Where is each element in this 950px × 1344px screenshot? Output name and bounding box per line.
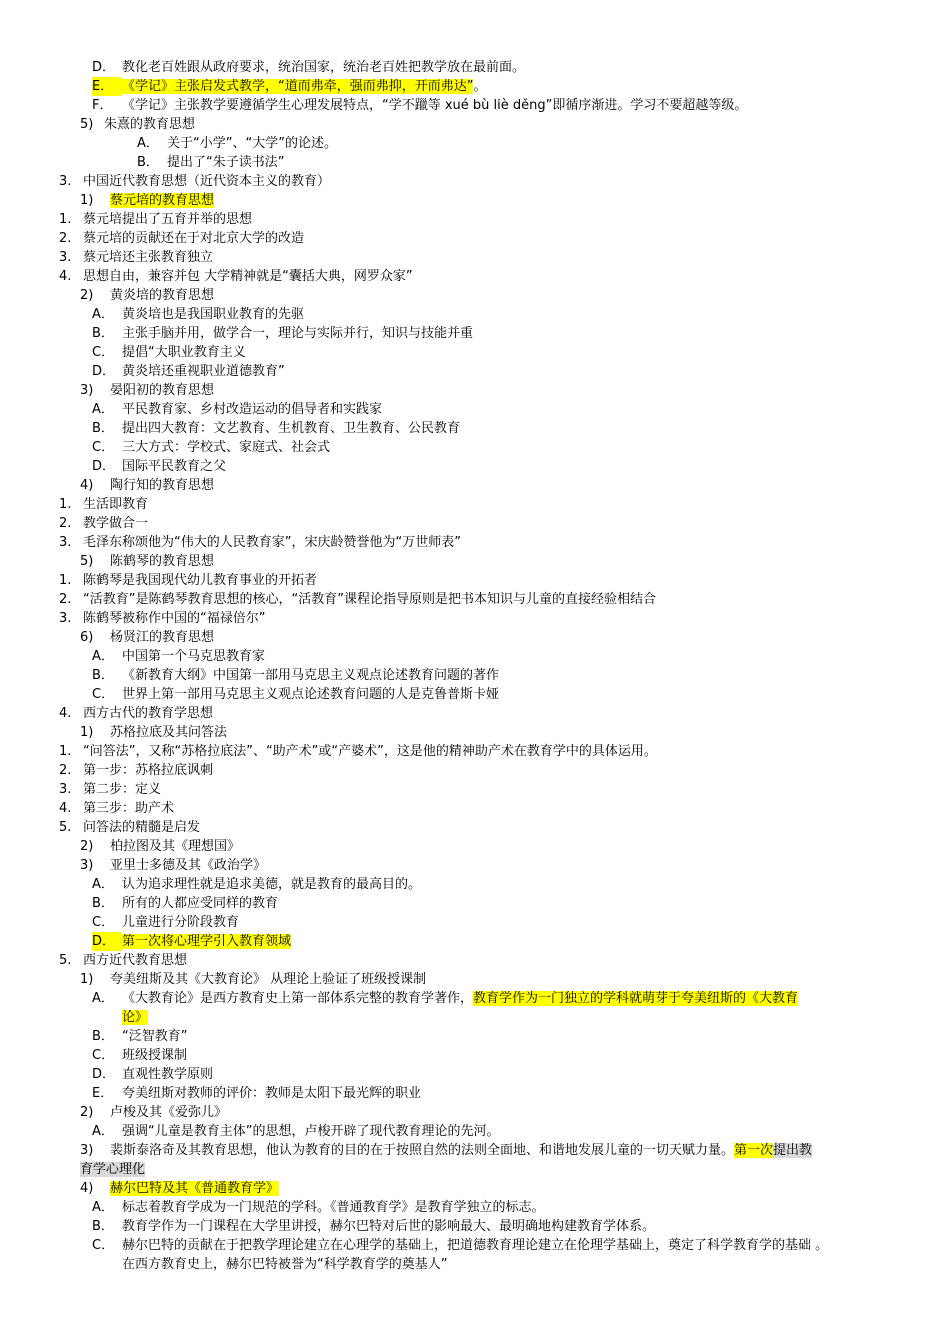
list-item: E． 夸美纽斯对教师的评价：教师是太阳下最光辉的职业 [92,1086,422,1101]
list-item-highlighted: D． 第一次将心理学引入教育领域 [92,934,292,949]
subheading-continuation: 育学心理化 [80,1162,146,1177]
list-item: A． 平民教育家、乡村改造运动的倡导者和实践家 [92,402,383,417]
list-item: 2. 蔡元培的贡献还在于对北京大学的改造 [59,231,305,246]
list-item-continuation: 在西方教育史上，赫尔巴特被誉为“科学教育学的奠基人” [122,1257,448,1272]
list-item: 5. 问答法的精髓是启发 [59,820,201,835]
subheading: 3) 亚里士多德及其《政治学》 [80,858,267,873]
list-item: D． 黄炎培还重视职业道德教育” [92,364,285,379]
subheading: 2) 柏拉图及其《理想国》 [80,839,241,854]
subheading: 1) 苏格拉底及其问答法 [80,725,228,740]
subheading: 2) 卢梭及其《爱弥儿》 [80,1105,228,1120]
subheading: 4) 陶行知的教育思想 [80,478,215,493]
subheading: 2) 黄炎培的教育思想 [80,288,215,303]
list-item: A． 黄炎培也是我国职业教育的先驱 [92,307,305,322]
list-item: B． 提出了“朱子读书法” [137,155,285,170]
subheading-highlighted: 4) 赫尔巴特及其《普通教育学》 [80,1181,280,1196]
subheading: 5) 朱熹的教育思想 [80,117,196,132]
subheading-highlighted: 1) 蔡元培的教育思想 [80,193,215,208]
list-item: A． 标志着教育学成为一门规范的学科。《普通教育学》是教育学独立的标志。 [92,1200,545,1215]
subheading: 5) 陈鹤琴的教育思想 [80,554,215,569]
list-item: B． 所有的人都应受同样的教育 [92,896,279,911]
list-item: 3. 蔡元培还主张教育独立 [59,250,214,265]
list-item: 2. “活教育”是陈鹤琴教育思想的核心，“活教育”课程论指导原则是把书本知识与儿童的直接经验相结合 [59,592,656,607]
list-item: 2. 第一步：苏格拉底讽刺 [59,763,214,778]
list-item: A． 中国第一个马克思教育家 [92,649,266,664]
list-item: 3. 第二步：定义 [59,782,162,797]
list-item: C． 三大方式：学校式、家庭式、社会式 [92,440,331,455]
list-item: A． 认为追求理性就是追求美德，就是教育的最高目的。 [92,877,422,892]
list-item: C． 世界上第一部用马克思主义观点论述教育问题的人是克鲁普斯卡娅 [92,687,500,702]
list-item: A． 《大教育论》是西方教育史上第一部体系完整的教育学著作，教育学作为一门独立的学科就萌芽于夸美纽斯的《大教育 [92,991,799,1006]
section-heading: 5. 西方近代教育思想 [59,953,188,968]
list-item: 4. 第三步：助产术 [59,801,175,816]
list-item: 1. 蔡元培提出了五育并举的思想 [59,212,253,227]
list-item: A． 关于“小学”、“大学”的论述。 [137,136,337,151]
list-item: C． 儿童进行分阶段教育 [92,915,240,930]
list-item: B． 主张手脑并用，做学合一，理论与实际并行，知识与技能并重 [92,326,474,341]
list-item: 4. 思想自由，兼容并包 大学精神就是“囊括大典，网罗众家” [59,269,413,284]
subheading: 6) 杨贤江的教育思想 [80,630,215,645]
list-item: B． 提出四大教育：文艺教育、生机教育、卫生教育、公民教育 [92,421,461,436]
list-item: 1. “问答法”，又称“苏格拉底法”、“助产术”或“产婆术”，这是他的精神助产术在教育学中的具体运用。 [59,744,657,759]
list-item: B． “泛智教育” [92,1029,188,1044]
section-heading: 3. 中国近代教育思想（近代资本主义的教育） [59,174,331,189]
list-item: C． 赫尔巴特的贡献在于把教学理论建立在心理学的基础上，把道德教育理论建立在伦理学基础上，奠定了科学教育学的基础 。 [92,1238,829,1253]
list-item: D． 国际平民教育之父 [92,459,227,474]
list-item: C． 班级授课制 [92,1048,188,1063]
list-item: C． 提倡“大职业教育主义 [92,345,246,360]
list-item: 1. 陈鹤琴是我国现代幼儿教育事业的开拓者 [59,573,318,588]
section-heading: 4. 西方古代的教育学思想 [59,706,214,721]
list-item: D． 直观性教学原则 [92,1067,214,1082]
list-item: 1. 生活即教育 [59,497,149,512]
list-item: F． 《学记》主张教学要遵循学生心理发展特点，“学不躐等 xué bù liè děng”即循序渐进。学习不要超越等级。 [92,98,748,113]
subheading: 3) 晏阳初的教育思想 [80,383,215,398]
subheading: 1) 夸美纽斯及其《大教育论》 从理论上验证了班级授课制 [80,972,427,987]
list-item: D． 教化老百姓跟从政府要求，统治国家，统治老百姓把教学放在最前面。 [92,60,526,75]
list-item: 2. 教学做合一 [59,516,149,531]
list-item-continuation: 论》 [122,1010,149,1025]
list-item: 3. 毛泽东称颂他为“伟大的人民教育家”，宋庆龄赞誉他为“万世师表” [59,535,461,550]
list-item: B． 教育学作为一门课程在大学里讲授，赫尔巴特对后世的影响最大、最明确地构建教育学体系。 [92,1219,656,1234]
list-item: A． 强调“儿童是教育主体”的思想，卢梭开辟了现代教育理论的先河。 [92,1124,500,1139]
list-item: 3. 陈鹤琴被称作中国的“福禄倍尔” [59,611,266,626]
list-item: B． 《新教育大纲》中国第一部用马克思主义观点论述教育问题的著作 [92,668,500,683]
subheading: 3) 裴斯泰洛奇及其教育思想，他认为教育的目的在于按照自然的法则全面地、和谐地发展儿童的一切天赋力量。第一次提出教 [80,1143,813,1158]
list-item-highlighted: E． 《学记》主张启发式教学，“道而弗牵，强而弗抑，开而弗达”。 [92,79,487,94]
